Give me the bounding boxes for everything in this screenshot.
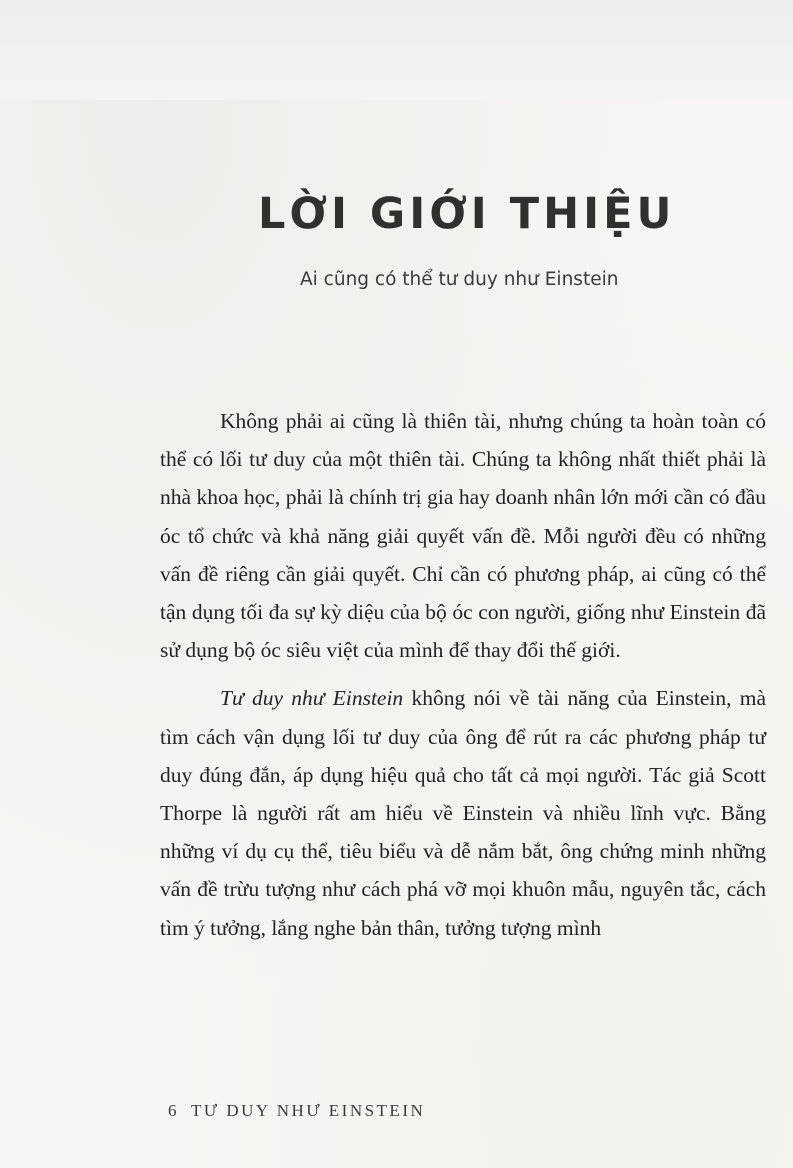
page-top-shading [0,0,793,100]
paragraph-1-text: Không phải ai cũng là thiên tài, nhưng chúng ta hoàn toàn có thể có lối tư duy của một thiên tài. Chúng ta không nhất thiết phải là nhà khoa học, phải là chính trị gia hay doanh nhân lớn mới cần có đầu óc tổ chức và khả năng giải quyết vấn đề. Mỗi người đều có những vấn đề riêng cần giải quyết. Chỉ cần có phương pháp, ai cũng có thể tận dụng tối đa sự kỳ diệu của bộ óc con người, giống như Einstein đã sử dụng bộ óc siêu việt của mình để thay đổi thế giới. [160,409,766,663]
running-title: TƯ DUY NHƯ EINSTEIN [191,1101,426,1120]
page-number: 6 [168,1101,179,1120]
body-text [160,402,766,957]
paragraph-1 [160,402,766,669]
paragraph-2 [160,679,766,946]
chapter-title: LỜI GIỚI THIỆU [258,189,676,239]
page-footer [168,1101,425,1121]
chapter-subtitle: Ai cũng có thể tư duy như Einstein [300,269,619,290]
book-title-italic: Tư duy như Einstein [220,686,404,711]
paragraph-2-text: không nói về tài năng của Einstein, mà tìm cách vận dụng lối tư duy của ông để rút ra các phương pháp tư duy đúng đắn, áp dụng hiệu quả cho tất cả mọi người. Tác giả Scott Thorpe là người rất am hiểu về Einstein và nhiều lĩnh vực. Bằng những ví dụ cụ thể, tiêu biểu và dễ nắm bắt, ông chứng minh những vấn đề trừu tượng như cách phá vỡ mọi khuôn mẫu, nguyên tắc, cách tìm ý tưởng, lắng nghe bản thân, tưởng tượng mình [160,686,766,940]
